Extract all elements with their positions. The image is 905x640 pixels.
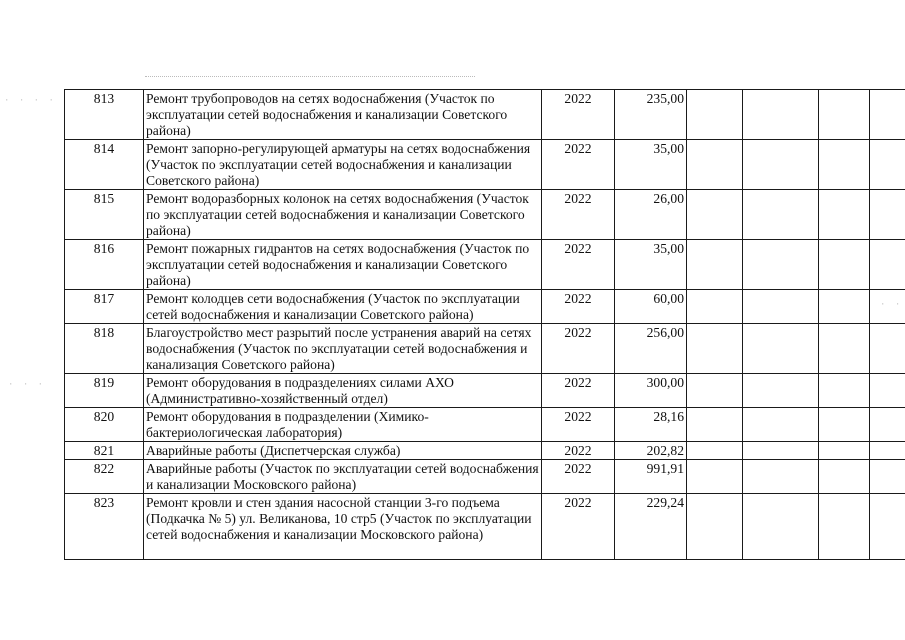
scan-noise: · · <box>880 300 903 310</box>
row-number: 821 <box>65 442 144 460</box>
empty-cell <box>870 190 905 240</box>
row-amount: 202,82 <box>615 442 687 460</box>
row-number: 817 <box>65 290 144 324</box>
empty-cell <box>870 240 905 290</box>
table-row <box>65 374 905 408</box>
empty-cell <box>687 494 743 560</box>
empty-cell <box>870 90 905 140</box>
empty-cell <box>819 90 870 140</box>
empty-cell <box>743 374 819 408</box>
row-number: 815 <box>65 190 144 240</box>
row-description: Ремонт кровли и стен здания насосной станции 3-го подъема (Подкачка № 5) ул. Великанова, 10 стр5 (Участок по эксплуатации сетей водоснабжения и канализации Московского района) <box>144 494 542 560</box>
empty-cell <box>870 374 905 408</box>
table-row <box>65 190 905 240</box>
row-number: 820 <box>65 408 144 442</box>
empty-cell <box>870 140 905 190</box>
row-number: 814 <box>65 140 144 190</box>
empty-cell <box>743 460 819 494</box>
empty-cell <box>743 442 819 460</box>
row-amount: 60,00 <box>615 290 687 324</box>
empty-cell <box>687 442 743 460</box>
empty-cell <box>819 290 870 324</box>
empty-cell <box>819 324 870 374</box>
empty-cell <box>870 290 905 324</box>
empty-cell <box>870 324 905 374</box>
row-year: 2022 <box>542 324 615 374</box>
row-number: 813 <box>65 90 144 140</box>
row-year: 2022 <box>542 494 615 560</box>
row-year: 2022 <box>542 460 615 494</box>
empty-cell <box>819 494 870 560</box>
empty-cell <box>687 324 743 374</box>
table-row <box>65 408 905 442</box>
row-number: 823 <box>65 494 144 560</box>
budget-table <box>64 89 905 560</box>
row-year: 2022 <box>542 140 615 190</box>
empty-cell <box>687 90 743 140</box>
empty-cell <box>687 290 743 324</box>
table-row <box>65 494 905 560</box>
empty-cell <box>687 190 743 240</box>
empty-cell <box>743 240 819 290</box>
empty-cell <box>743 408 819 442</box>
empty-cell <box>819 240 870 290</box>
row-year: 2022 <box>542 374 615 408</box>
empty-cell <box>687 408 743 442</box>
row-amount: 300,00 <box>615 374 687 408</box>
row-description: Ремонт пожарных гидрантов на сетях водоснабжения (Участок по эксплуатации сетей водоснабжения и канализации Советского района) <box>144 240 542 290</box>
empty-cell <box>870 494 905 560</box>
table-row <box>65 324 905 374</box>
row-year: 2022 <box>542 90 615 140</box>
row-description: Ремонт водоразборных колонок на сетях водоснабжения (Участок по эксплуатации сетей водоснабжения и канализации Советского района) <box>144 190 542 240</box>
empty-cell <box>743 90 819 140</box>
row-number: 822 <box>65 460 144 494</box>
empty-cell <box>743 494 819 560</box>
empty-cell <box>687 140 743 190</box>
row-description: Аварийные работы (Участок по эксплуатации сетей водоснабжения и канализации Московского района) <box>144 460 542 494</box>
table-row <box>65 290 905 324</box>
row-description: Ремонт оборудования в подразделениях силами АХО (Административно-хозяйственный отдел) <box>144 374 542 408</box>
row-year: 2022 <box>542 408 615 442</box>
table-row <box>65 442 905 460</box>
empty-cell <box>819 460 870 494</box>
row-description: Ремонт оборудования в подразделении (Химико-бактериологическая лаборатория) <box>144 408 542 442</box>
table-row <box>65 140 905 190</box>
table-row <box>65 460 905 494</box>
row-amount: 229,24 <box>615 494 687 560</box>
row-number: 816 <box>65 240 144 290</box>
scan-noise: · · · <box>8 380 46 390</box>
empty-cell <box>870 460 905 494</box>
empty-cell <box>743 140 819 190</box>
row-year: 2022 <box>542 290 615 324</box>
row-amount: 35,00 <box>615 240 687 290</box>
scan-top-rule <box>145 76 475 77</box>
empty-cell <box>687 374 743 408</box>
row-year: 2022 <box>542 240 615 290</box>
row-amount: 991,91 <box>615 460 687 494</box>
row-description: Аварийные работы (Диспетчерская служба) <box>144 442 542 460</box>
empty-cell <box>687 240 743 290</box>
row-amount: 26,00 <box>615 190 687 240</box>
empty-cell <box>687 460 743 494</box>
row-amount: 28,16 <box>615 408 687 442</box>
row-amount: 256,00 <box>615 324 687 374</box>
row-year: 2022 <box>542 190 615 240</box>
row-description: Ремонт запорно-регулирующей арматуры на сетях водоснабжения (Участок по эксплуатации сетей водоснабжения и канализации Советского района) <box>144 140 542 190</box>
row-amount: 35,00 <box>615 140 687 190</box>
empty-cell <box>819 140 870 190</box>
empty-cell <box>870 408 905 442</box>
empty-cell <box>819 408 870 442</box>
row-number: 818 <box>65 324 144 374</box>
empty-cell <box>819 374 870 408</box>
scan-noise: · · · · <box>4 96 56 106</box>
empty-cell <box>743 190 819 240</box>
empty-cell <box>819 190 870 240</box>
row-description: Ремонт колодцев сети водоснабжения (Участок по эксплуатации сетей водоснабжения и канализации Советского района) <box>144 290 542 324</box>
row-description: Ремонт трубопроводов на сетях водоснабжения (Участок по эксплуатации сетей водоснабжения и канализации Советского района) <box>144 90 542 140</box>
row-amount: 235,00 <box>615 90 687 140</box>
empty-cell <box>743 290 819 324</box>
table-row <box>65 90 905 140</box>
row-number: 819 <box>65 374 144 408</box>
table-body <box>65 90 905 560</box>
empty-cell <box>819 442 870 460</box>
table-row <box>65 240 905 290</box>
row-year: 2022 <box>542 442 615 460</box>
empty-cell <box>870 442 905 460</box>
row-description: Благоустройство мест разрытий после устранения аварий на сетях водоснабжения (Участок по эксплуатации сетей водоснабжения и канализация Советского района) <box>144 324 542 374</box>
empty-cell <box>743 324 819 374</box>
